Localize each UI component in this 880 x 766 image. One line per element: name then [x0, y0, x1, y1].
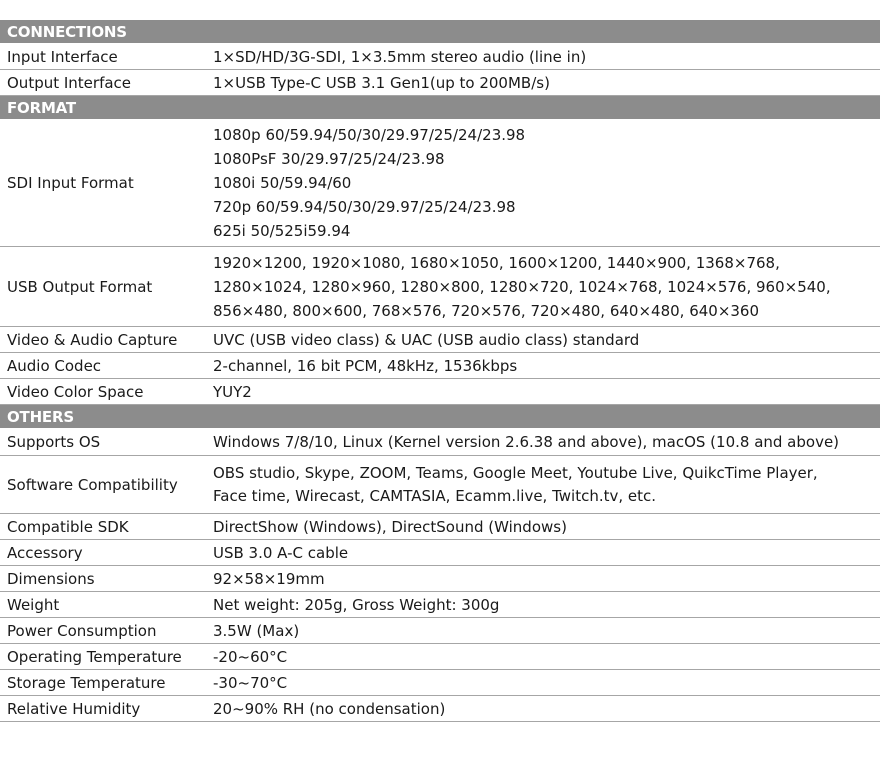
spec-row-operating-temperature: [0, 644, 880, 670]
spec-value-line: 1080p 60/59.94/50/30/29.97/25/24/23.98: [213, 126, 526, 144]
spec-value-line: 1920×1200, 1920×1080, 1680×1050, 1600×1200, 1440×900, 1368×768,: [213, 253, 780, 272]
spec-value: -30~70°C: [213, 673, 288, 692]
section-header-format: FORMAT: [0, 96, 880, 120]
spec-row-video-color-space: [0, 379, 880, 405]
spec-label: Operating Temperature: [7, 647, 182, 666]
spec-row-output-interface: [0, 70, 880, 96]
spec-row-video-audio-capture: [0, 327, 880, 353]
spec-row-dimensions: [0, 566, 880, 592]
section-header-others: OTHERS: [0, 405, 880, 429]
section-header-connections: CONNECTIONS: [0, 20, 880, 44]
spec-value: USB 3.0 A-C cable: [213, 543, 349, 562]
spec-value: 3.5W (Max): [213, 621, 300, 640]
spec-value: 2-channel, 16 bit PCM, 48kHz, 1536kbps: [213, 356, 518, 375]
spec-label: Power Consumption: [7, 621, 157, 640]
spec-row-input-interface: [0, 44, 880, 70]
spec-label: Software Compatibility: [7, 475, 178, 494]
spec-value: 1×USB Type-C USB 3.1 Gen1(up to 200MB/s): [213, 73, 550, 92]
spec-value: 20~90% RH (no condensation): [213, 699, 446, 718]
spec-label: Dimensions: [7, 569, 95, 588]
spec-value: 1×SD/HD/3G-SDI, 1×3.5mm stereo audio (line in): [213, 47, 587, 66]
spec-row-sdi-input-format: [0, 120, 880, 247]
spec-value: [213, 251, 880, 323]
spec-row-weight: [0, 592, 880, 618]
spec-label: Audio Codec: [7, 356, 102, 375]
spec-label: Output Interface: [7, 73, 132, 92]
spec-row-supports-os: [0, 429, 880, 456]
spec-label: USB Output Format: [7, 277, 153, 296]
spec-row-software-compatibility: [0, 456, 880, 514]
spec-value: UVC (USB video class) & UAC (USB audio class) standard: [213, 330, 640, 349]
spec-label: SDI Input Format: [7, 174, 134, 192]
spec-value-line: 856×480, 800×600, 768×576, 720×576, 720×480, 640×480, 640×360: [213, 301, 760, 320]
spec-value-line: 1080PsF 30/29.97/25/24/23.98: [213, 150, 445, 168]
spec-label: Input Interface: [7, 47, 118, 66]
spec-label: Video & Audio Capture: [7, 330, 178, 349]
spec-label: Compatible SDK: [7, 517, 129, 536]
spec-label: Supports OS: [7, 433, 101, 451]
spec-label: Storage Temperature: [7, 673, 166, 692]
spec-value-line: 720p 60/59.94/50/30/29.97/25/24/23.98: [213, 198, 516, 216]
spec-row-power-consumption: [0, 618, 880, 644]
spec-row-compatible-sdk: [0, 514, 880, 540]
spec-row-accessory: [0, 540, 880, 566]
spec-row-audio-codec: [0, 353, 880, 379]
spec-value-line: 1080i 50/59.94/60: [213, 174, 352, 192]
spec-value: DirectShow (Windows), DirectSound (Windows): [213, 517, 567, 536]
spec-value: YUY2: [213, 382, 252, 401]
spec-value-line: Face time, Wirecast, CAMTASIA, Ecamm.live, Twitch.tv, etc.: [213, 486, 657, 505]
spec-value: Windows 7/8/10, Linux (Kernel version 2.6.38 and above), macOS (10.8 and above): [213, 433, 840, 451]
spec-value-line: 625i 50/525i59.94: [213, 222, 351, 240]
spec-value-line: OBS studio, Skype, ZOOM, Teams, Google Meet, Youtube Live, QuikcTime Player,: [213, 463, 818, 482]
spec-table: [0, 20, 880, 722]
spec-row-relative-humidity: [0, 696, 880, 722]
spec-value: 92×58×19mm: [213, 569, 325, 588]
spec-label: Relative Humidity: [7, 699, 141, 718]
spec-row-storage-temperature: [0, 670, 880, 696]
spec-value: -20~60°C: [213, 647, 288, 666]
spec-label: Weight: [7, 595, 60, 614]
spec-value: [213, 123, 880, 243]
spec-label: Video Color Space: [7, 382, 144, 401]
spec-label: Accessory: [7, 543, 83, 562]
spec-value: Net weight: 205g, Gross Weight: 300g: [213, 595, 500, 614]
spec-row-usb-output-format: [0, 247, 880, 327]
spec-value: [213, 462, 880, 508]
spec-value-line: 1280×1024, 1280×960, 1280×800, 1280×720, 1024×768, 1024×576, 960×540,: [213, 277, 831, 296]
